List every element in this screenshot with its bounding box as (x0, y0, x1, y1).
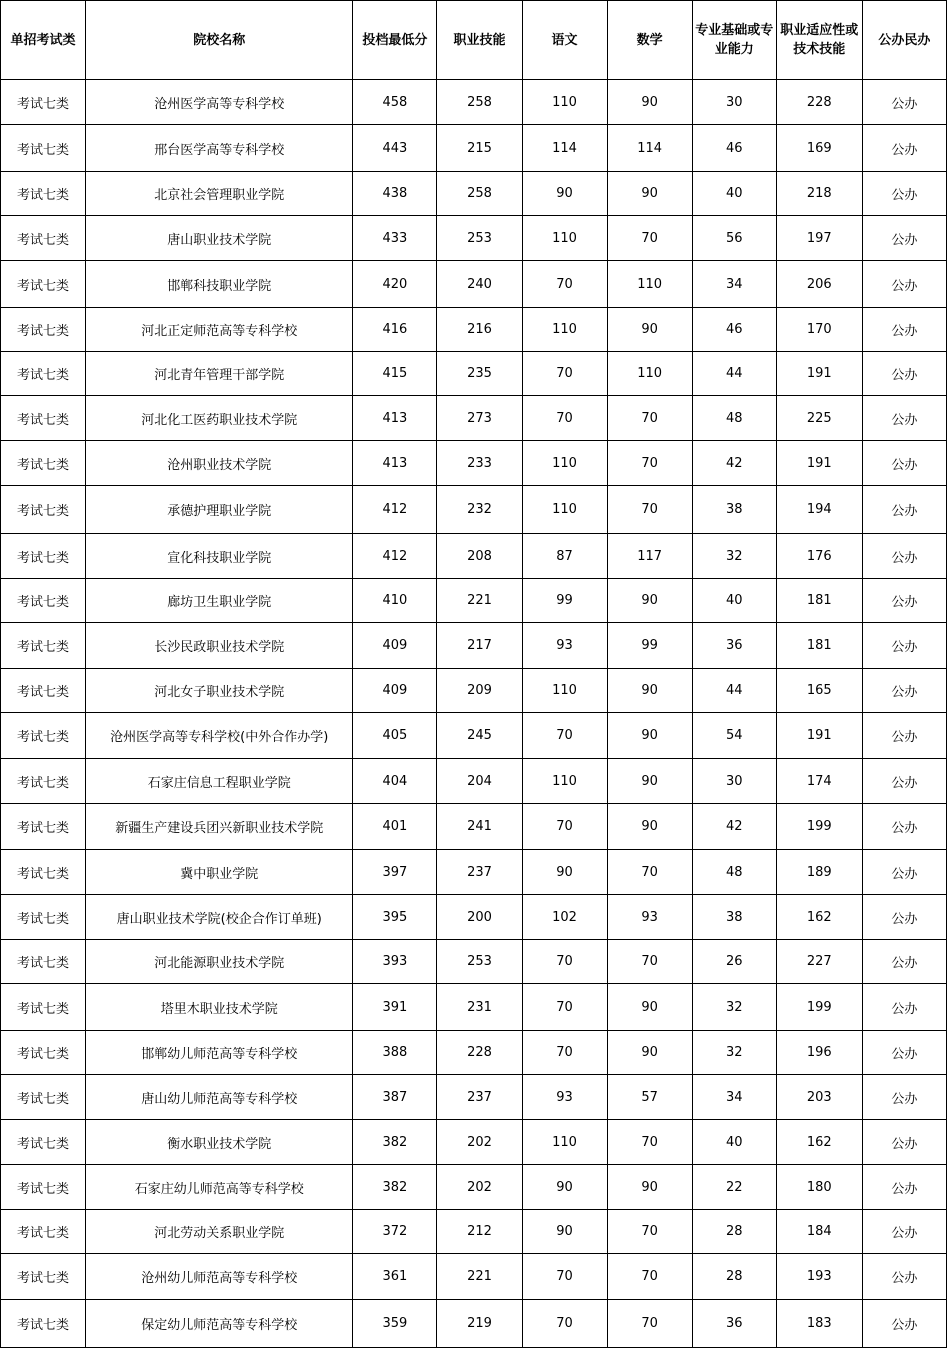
cell-vocational-aptitude: 191 (776, 352, 862, 396)
cell-vocational-aptitude: 162 (776, 1120, 862, 1165)
cell-public-private: 公办 (862, 308, 946, 352)
table-row (1, 713, 947, 759)
cell-chinese: 70 (522, 984, 607, 1031)
cell-exam-category: 考试七类 (1, 1300, 86, 1348)
cell-public-private: 公办 (862, 984, 946, 1031)
cell-vocational-aptitude: 218 (776, 172, 862, 216)
cell-school-name: 沧州医学高等专科学校 (86, 80, 353, 125)
table-row (1, 1165, 947, 1210)
cell-min-score: 401 (353, 804, 437, 850)
cell-exam-category: 考试七类 (1, 80, 86, 125)
cell-vocational-aptitude: 197 (776, 216, 862, 261)
cell-chinese: 90 (522, 1210, 607, 1254)
table-row (1, 308, 947, 352)
cell-chinese: 93 (522, 623, 607, 669)
cell-vocational-skill: 253 (437, 940, 522, 984)
cell-school-name: 长沙民政职业技术学院 (86, 623, 353, 669)
cell-min-score: 405 (353, 713, 437, 759)
cell-math: 90 (607, 80, 692, 125)
cell-school-name: 河北化工医药职业技术学院 (86, 396, 353, 441)
cell-exam-category: 考试七类 (1, 1075, 86, 1120)
cell-vocational-aptitude: 206 (776, 261, 862, 308)
cell-vocational-skill: 237 (437, 850, 522, 895)
cell-public-private: 公办 (862, 895, 946, 940)
cell-public-private: 公办 (862, 261, 946, 308)
cell-professional-basics: 54 (692, 713, 776, 759)
cell-vocational-skill: 217 (437, 623, 522, 669)
cell-min-score: 420 (353, 261, 437, 308)
table-row (1, 984, 947, 1031)
cell-exam-category: 考试七类 (1, 1165, 86, 1210)
table-row (1, 759, 947, 804)
cell-public-private: 公办 (862, 850, 946, 895)
cell-school-name: 冀中职业学院 (86, 850, 353, 895)
cell-professional-basics: 28 (692, 1210, 776, 1254)
cell-exam-category: 考试七类 (1, 713, 86, 759)
cell-exam-category: 考试七类 (1, 172, 86, 216)
cell-vocational-skill: 212 (437, 1210, 522, 1254)
cell-math: 70 (607, 441, 692, 486)
cell-chinese: 90 (522, 850, 607, 895)
cell-exam-category: 考试七类 (1, 759, 86, 804)
cell-math: 90 (607, 172, 692, 216)
cell-math: 90 (607, 669, 692, 713)
table-row (1, 895, 947, 940)
cell-public-private: 公办 (862, 1120, 946, 1165)
cell-professional-basics: 26 (692, 940, 776, 984)
cell-vocational-skill: 221 (437, 579, 522, 623)
cell-vocational-skill: 258 (437, 172, 522, 216)
cell-public-private: 公办 (862, 1075, 946, 1120)
table-row (1, 850, 947, 895)
cell-professional-basics: 46 (692, 125, 776, 172)
cell-vocational-aptitude: 174 (776, 759, 862, 804)
cell-exam-category: 考试七类 (1, 308, 86, 352)
cell-exam-category: 考试七类 (1, 125, 86, 172)
cell-math: 110 (607, 261, 692, 308)
cell-school-name: 廊坊卫生职业学院 (86, 579, 353, 623)
cell-school-name: 唐山职业技术学院 (86, 216, 353, 261)
cell-school-name: 唐山职业技术学院(校企合作订单班) (86, 895, 353, 940)
cell-professional-basics: 48 (692, 396, 776, 441)
cell-min-score: 413 (353, 396, 437, 441)
table-row (1, 1210, 947, 1254)
table-row (1, 1254, 947, 1300)
cell-vocational-aptitude: 183 (776, 1300, 862, 1348)
cell-school-name: 河北女子职业技术学院 (86, 669, 353, 713)
table-row (1, 669, 947, 713)
cell-vocational-skill: 233 (437, 441, 522, 486)
cell-exam-category: 考试七类 (1, 850, 86, 895)
cell-min-score: 410 (353, 579, 437, 623)
cell-chinese: 70 (522, 713, 607, 759)
cell-math: 57 (607, 1075, 692, 1120)
cell-vocational-aptitude: 193 (776, 1254, 862, 1300)
cell-public-private: 公办 (862, 759, 946, 804)
cell-vocational-aptitude: 191 (776, 713, 862, 759)
table-row (1, 804, 947, 850)
cell-min-score: 391 (353, 984, 437, 1031)
cell-math: 90 (607, 759, 692, 804)
cell-vocational-aptitude: 162 (776, 895, 862, 940)
cell-min-score: 409 (353, 623, 437, 669)
cell-public-private: 公办 (862, 1165, 946, 1210)
cell-professional-basics: 38 (692, 486, 776, 534)
cell-vocational-aptitude: 225 (776, 396, 862, 441)
header-vocational-aptitude: 职业适应性或技术技能 (776, 1, 862, 80)
cell-professional-basics: 42 (692, 441, 776, 486)
cell-vocational-aptitude: 176 (776, 534, 862, 579)
cell-math: 70 (607, 486, 692, 534)
header-row (1, 1, 947, 80)
cell-public-private: 公办 (862, 623, 946, 669)
cell-chinese: 99 (522, 579, 607, 623)
cell-public-private: 公办 (862, 396, 946, 441)
cell-vocational-skill: 231 (437, 984, 522, 1031)
header-school-name: 院校名称 (86, 1, 353, 80)
cell-chinese: 110 (522, 486, 607, 534)
cell-exam-category: 考试七类 (1, 1120, 86, 1165)
cell-school-name: 沧州医学高等专科学校(中外合作办学) (86, 713, 353, 759)
cell-min-score: 404 (353, 759, 437, 804)
cell-school-name: 宣化科技职业学院 (86, 534, 353, 579)
cell-vocational-skill: 232 (437, 486, 522, 534)
cell-exam-category: 考试七类 (1, 534, 86, 579)
cell-professional-basics: 32 (692, 534, 776, 579)
cell-public-private: 公办 (862, 352, 946, 396)
cell-professional-basics: 28 (692, 1254, 776, 1300)
cell-vocational-skill: 204 (437, 759, 522, 804)
cell-math: 70 (607, 216, 692, 261)
table-row (1, 1300, 947, 1348)
cell-school-name: 承德护理职业学院 (86, 486, 353, 534)
cell-min-score: 372 (353, 1210, 437, 1254)
cell-professional-basics: 36 (692, 623, 776, 669)
cell-vocational-skill: 235 (437, 352, 522, 396)
cell-exam-category: 考试七类 (1, 940, 86, 984)
cell-min-score: 433 (353, 216, 437, 261)
cell-exam-category: 考试七类 (1, 895, 86, 940)
cell-vocational-aptitude: 170 (776, 308, 862, 352)
cell-math: 90 (607, 984, 692, 1031)
cell-public-private: 公办 (862, 669, 946, 713)
cell-exam-category: 考试七类 (1, 623, 86, 669)
cell-professional-basics: 30 (692, 80, 776, 125)
cell-public-private: 公办 (862, 579, 946, 623)
cell-public-private: 公办 (862, 1254, 946, 1300)
cell-public-private: 公办 (862, 441, 946, 486)
cell-min-score: 413 (353, 441, 437, 486)
cell-professional-basics: 44 (692, 352, 776, 396)
cell-math: 70 (607, 1120, 692, 1165)
cell-min-score: 412 (353, 534, 437, 579)
cell-vocational-aptitude: 189 (776, 850, 862, 895)
header-public-private: 公办民办 (862, 1, 946, 80)
cell-school-name: 石家庄幼儿师范高等专科学校 (86, 1165, 353, 1210)
cell-min-score: 397 (353, 850, 437, 895)
cell-math: 90 (607, 1165, 692, 1210)
cell-chinese: 110 (522, 216, 607, 261)
cell-exam-category: 考试七类 (1, 261, 86, 308)
cell-professional-basics: 44 (692, 669, 776, 713)
header-min-admission-score: 投档最低分 (353, 1, 437, 80)
cell-school-name: 沧州幼儿师范高等专科学校 (86, 1254, 353, 1300)
cell-public-private: 公办 (862, 1300, 946, 1348)
cell-min-score: 393 (353, 940, 437, 984)
cell-professional-basics: 30 (692, 759, 776, 804)
table-row (1, 940, 947, 984)
cell-vocational-aptitude: 180 (776, 1165, 862, 1210)
cell-chinese: 70 (522, 352, 607, 396)
cell-professional-basics: 34 (692, 261, 776, 308)
table-row (1, 172, 947, 216)
cell-chinese: 87 (522, 534, 607, 579)
cell-vocational-skill: 240 (437, 261, 522, 308)
cell-math: 70 (607, 1254, 692, 1300)
cell-vocational-aptitude: 165 (776, 669, 862, 713)
cell-math: 93 (607, 895, 692, 940)
cell-min-score: 443 (353, 125, 437, 172)
header-exam-category: 单招考试类 (1, 1, 86, 80)
cell-exam-category: 考试七类 (1, 804, 86, 850)
cell-professional-basics: 56 (692, 216, 776, 261)
cell-math: 90 (607, 1031, 692, 1075)
cell-public-private: 公办 (862, 1210, 946, 1254)
cell-public-private: 公办 (862, 80, 946, 125)
cell-min-score: 395 (353, 895, 437, 940)
cell-professional-basics: 32 (692, 984, 776, 1031)
cell-school-name: 唐山幼儿师范高等专科学校 (86, 1075, 353, 1120)
cell-chinese: 70 (522, 940, 607, 984)
cell-min-score: 412 (353, 486, 437, 534)
cell-chinese: 110 (522, 441, 607, 486)
cell-public-private: 公办 (862, 940, 946, 984)
cell-vocational-aptitude: 184 (776, 1210, 862, 1254)
header-chinese: 语文 (522, 1, 607, 80)
cell-professional-basics: 46 (692, 308, 776, 352)
cell-vocational-skill: 228 (437, 1031, 522, 1075)
cell-vocational-skill: 200 (437, 895, 522, 940)
cell-professional-basics: 40 (692, 579, 776, 623)
cell-exam-category: 考试七类 (1, 984, 86, 1031)
cell-math: 114 (607, 125, 692, 172)
cell-professional-basics: 22 (692, 1165, 776, 1210)
cell-vocational-skill: 202 (437, 1120, 522, 1165)
cell-professional-basics: 40 (692, 172, 776, 216)
cell-exam-category: 考试七类 (1, 1031, 86, 1075)
cell-public-private: 公办 (862, 713, 946, 759)
cell-vocational-aptitude: 203 (776, 1075, 862, 1120)
cell-vocational-aptitude: 196 (776, 1031, 862, 1075)
cell-chinese: 110 (522, 80, 607, 125)
table-row (1, 352, 947, 396)
cell-vocational-skill: 202 (437, 1165, 522, 1210)
cell-math: 70 (607, 850, 692, 895)
cell-math: 90 (607, 308, 692, 352)
cell-min-score: 415 (353, 352, 437, 396)
table-row (1, 534, 947, 579)
cell-chinese: 90 (522, 1165, 607, 1210)
cell-chinese: 70 (522, 1254, 607, 1300)
cell-chinese: 114 (522, 125, 607, 172)
cell-vocational-aptitude: 227 (776, 940, 862, 984)
cell-chinese: 110 (522, 1120, 607, 1165)
cell-exam-category: 考试七类 (1, 352, 86, 396)
cell-math: 90 (607, 804, 692, 850)
table-row (1, 1120, 947, 1165)
cell-school-name: 北京社会管理职业学院 (86, 172, 353, 216)
cell-professional-basics: 40 (692, 1120, 776, 1165)
cell-chinese: 70 (522, 1031, 607, 1075)
table-row (1, 579, 947, 623)
header-math: 数学 (607, 1, 692, 80)
cell-vocational-skill: 209 (437, 669, 522, 713)
cell-min-score: 361 (353, 1254, 437, 1300)
table-row (1, 1075, 947, 1120)
cell-min-score: 359 (353, 1300, 437, 1348)
cell-math: 90 (607, 579, 692, 623)
table-row (1, 261, 947, 308)
cell-chinese: 90 (522, 172, 607, 216)
cell-min-score: 382 (353, 1120, 437, 1165)
cell-public-private: 公办 (862, 486, 946, 534)
cell-chinese: 102 (522, 895, 607, 940)
header-professional-basics: 专业基础或专业能力 (692, 1, 776, 80)
cell-min-score: 458 (353, 80, 437, 125)
cell-school-name: 河北正定师范高等专科学校 (86, 308, 353, 352)
table-row (1, 396, 947, 441)
cell-vocational-aptitude: 228 (776, 80, 862, 125)
cell-vocational-aptitude: 199 (776, 804, 862, 850)
cell-school-name: 河北劳动关系职业学院 (86, 1210, 353, 1254)
table-row (1, 216, 947, 261)
cell-vocational-aptitude: 199 (776, 984, 862, 1031)
cell-school-name: 石家庄信息工程职业学院 (86, 759, 353, 804)
cell-min-score: 409 (353, 669, 437, 713)
cell-vocational-aptitude: 181 (776, 579, 862, 623)
cell-math: 70 (607, 1210, 692, 1254)
cell-school-name: 保定幼儿师范高等专科学校 (86, 1300, 353, 1348)
cell-math: 117 (607, 534, 692, 579)
cell-vocational-skill: 241 (437, 804, 522, 850)
table-row (1, 125, 947, 172)
cell-exam-category: 考试七类 (1, 216, 86, 261)
cell-chinese: 70 (522, 396, 607, 441)
cell-math: 90 (607, 713, 692, 759)
cell-vocational-skill: 258 (437, 80, 522, 125)
cell-school-name: 塔里木职业技术学院 (86, 984, 353, 1031)
cell-school-name: 邯郸幼儿师范高等专科学校 (86, 1031, 353, 1075)
header-vocational-skill: 职业技能 (437, 1, 522, 80)
cell-public-private: 公办 (862, 216, 946, 261)
cell-professional-basics: 42 (692, 804, 776, 850)
cell-school-name: 邯郸科技职业学院 (86, 261, 353, 308)
cell-professional-basics: 48 (692, 850, 776, 895)
cell-vocational-skill: 237 (437, 1075, 522, 1120)
cell-vocational-aptitude: 194 (776, 486, 862, 534)
cell-chinese: 110 (522, 759, 607, 804)
cell-chinese: 93 (522, 1075, 607, 1120)
cell-vocational-aptitude: 191 (776, 441, 862, 486)
table-row (1, 441, 947, 486)
table-row (1, 486, 947, 534)
cell-public-private: 公办 (862, 1031, 946, 1075)
cell-min-score: 416 (353, 308, 437, 352)
cell-min-score: 388 (353, 1031, 437, 1075)
cell-professional-basics: 34 (692, 1075, 776, 1120)
cell-school-name: 邢台医学高等专科学校 (86, 125, 353, 172)
cell-school-name: 河北能源职业技术学院 (86, 940, 353, 984)
cell-vocational-aptitude: 169 (776, 125, 862, 172)
cell-school-name: 新疆生产建设兵团兴新职业技术学院 (86, 804, 353, 850)
cell-math: 99 (607, 623, 692, 669)
table-row (1, 1031, 947, 1075)
cell-vocational-skill: 208 (437, 534, 522, 579)
cell-math: 110 (607, 352, 692, 396)
cell-vocational-skill: 216 (437, 308, 522, 352)
cell-vocational-skill: 253 (437, 216, 522, 261)
cell-school-name: 沧州职业技术学院 (86, 441, 353, 486)
cell-chinese: 70 (522, 1300, 607, 1348)
table-body (1, 80, 947, 1348)
cell-school-name: 衡水职业技术学院 (86, 1120, 353, 1165)
cell-professional-basics: 36 (692, 1300, 776, 1348)
cell-exam-category: 考试七类 (1, 1210, 86, 1254)
cell-chinese: 110 (522, 308, 607, 352)
cell-vocational-skill: 219 (437, 1300, 522, 1348)
cell-public-private: 公办 (862, 804, 946, 850)
cell-exam-category: 考试七类 (1, 486, 86, 534)
cell-chinese: 110 (522, 669, 607, 713)
cell-vocational-skill: 221 (437, 1254, 522, 1300)
cell-chinese: 70 (522, 261, 607, 308)
cell-min-score: 382 (353, 1165, 437, 1210)
cell-vocational-skill: 245 (437, 713, 522, 759)
cell-vocational-skill: 215 (437, 125, 522, 172)
cell-min-score: 387 (353, 1075, 437, 1120)
cell-professional-basics: 32 (692, 1031, 776, 1075)
cell-exam-category: 考试七类 (1, 579, 86, 623)
cell-vocational-aptitude: 181 (776, 623, 862, 669)
cell-exam-category: 考试七类 (1, 1254, 86, 1300)
table-row (1, 80, 947, 125)
cell-math: 70 (607, 396, 692, 441)
table-row (1, 623, 947, 669)
cell-school-name: 河北青年管理干部学院 (86, 352, 353, 396)
cell-public-private: 公办 (862, 172, 946, 216)
cell-vocational-skill: 273 (437, 396, 522, 441)
cell-math: 70 (607, 940, 692, 984)
cell-chinese: 70 (522, 804, 607, 850)
cell-math: 70 (607, 1300, 692, 1348)
cell-min-score: 438 (353, 172, 437, 216)
cell-public-private: 公办 (862, 534, 946, 579)
cell-exam-category: 考试七类 (1, 441, 86, 486)
cell-professional-basics: 38 (692, 895, 776, 940)
cell-exam-category: 考试七类 (1, 396, 86, 441)
cell-exam-category: 考试七类 (1, 669, 86, 713)
cell-public-private: 公办 (862, 125, 946, 172)
